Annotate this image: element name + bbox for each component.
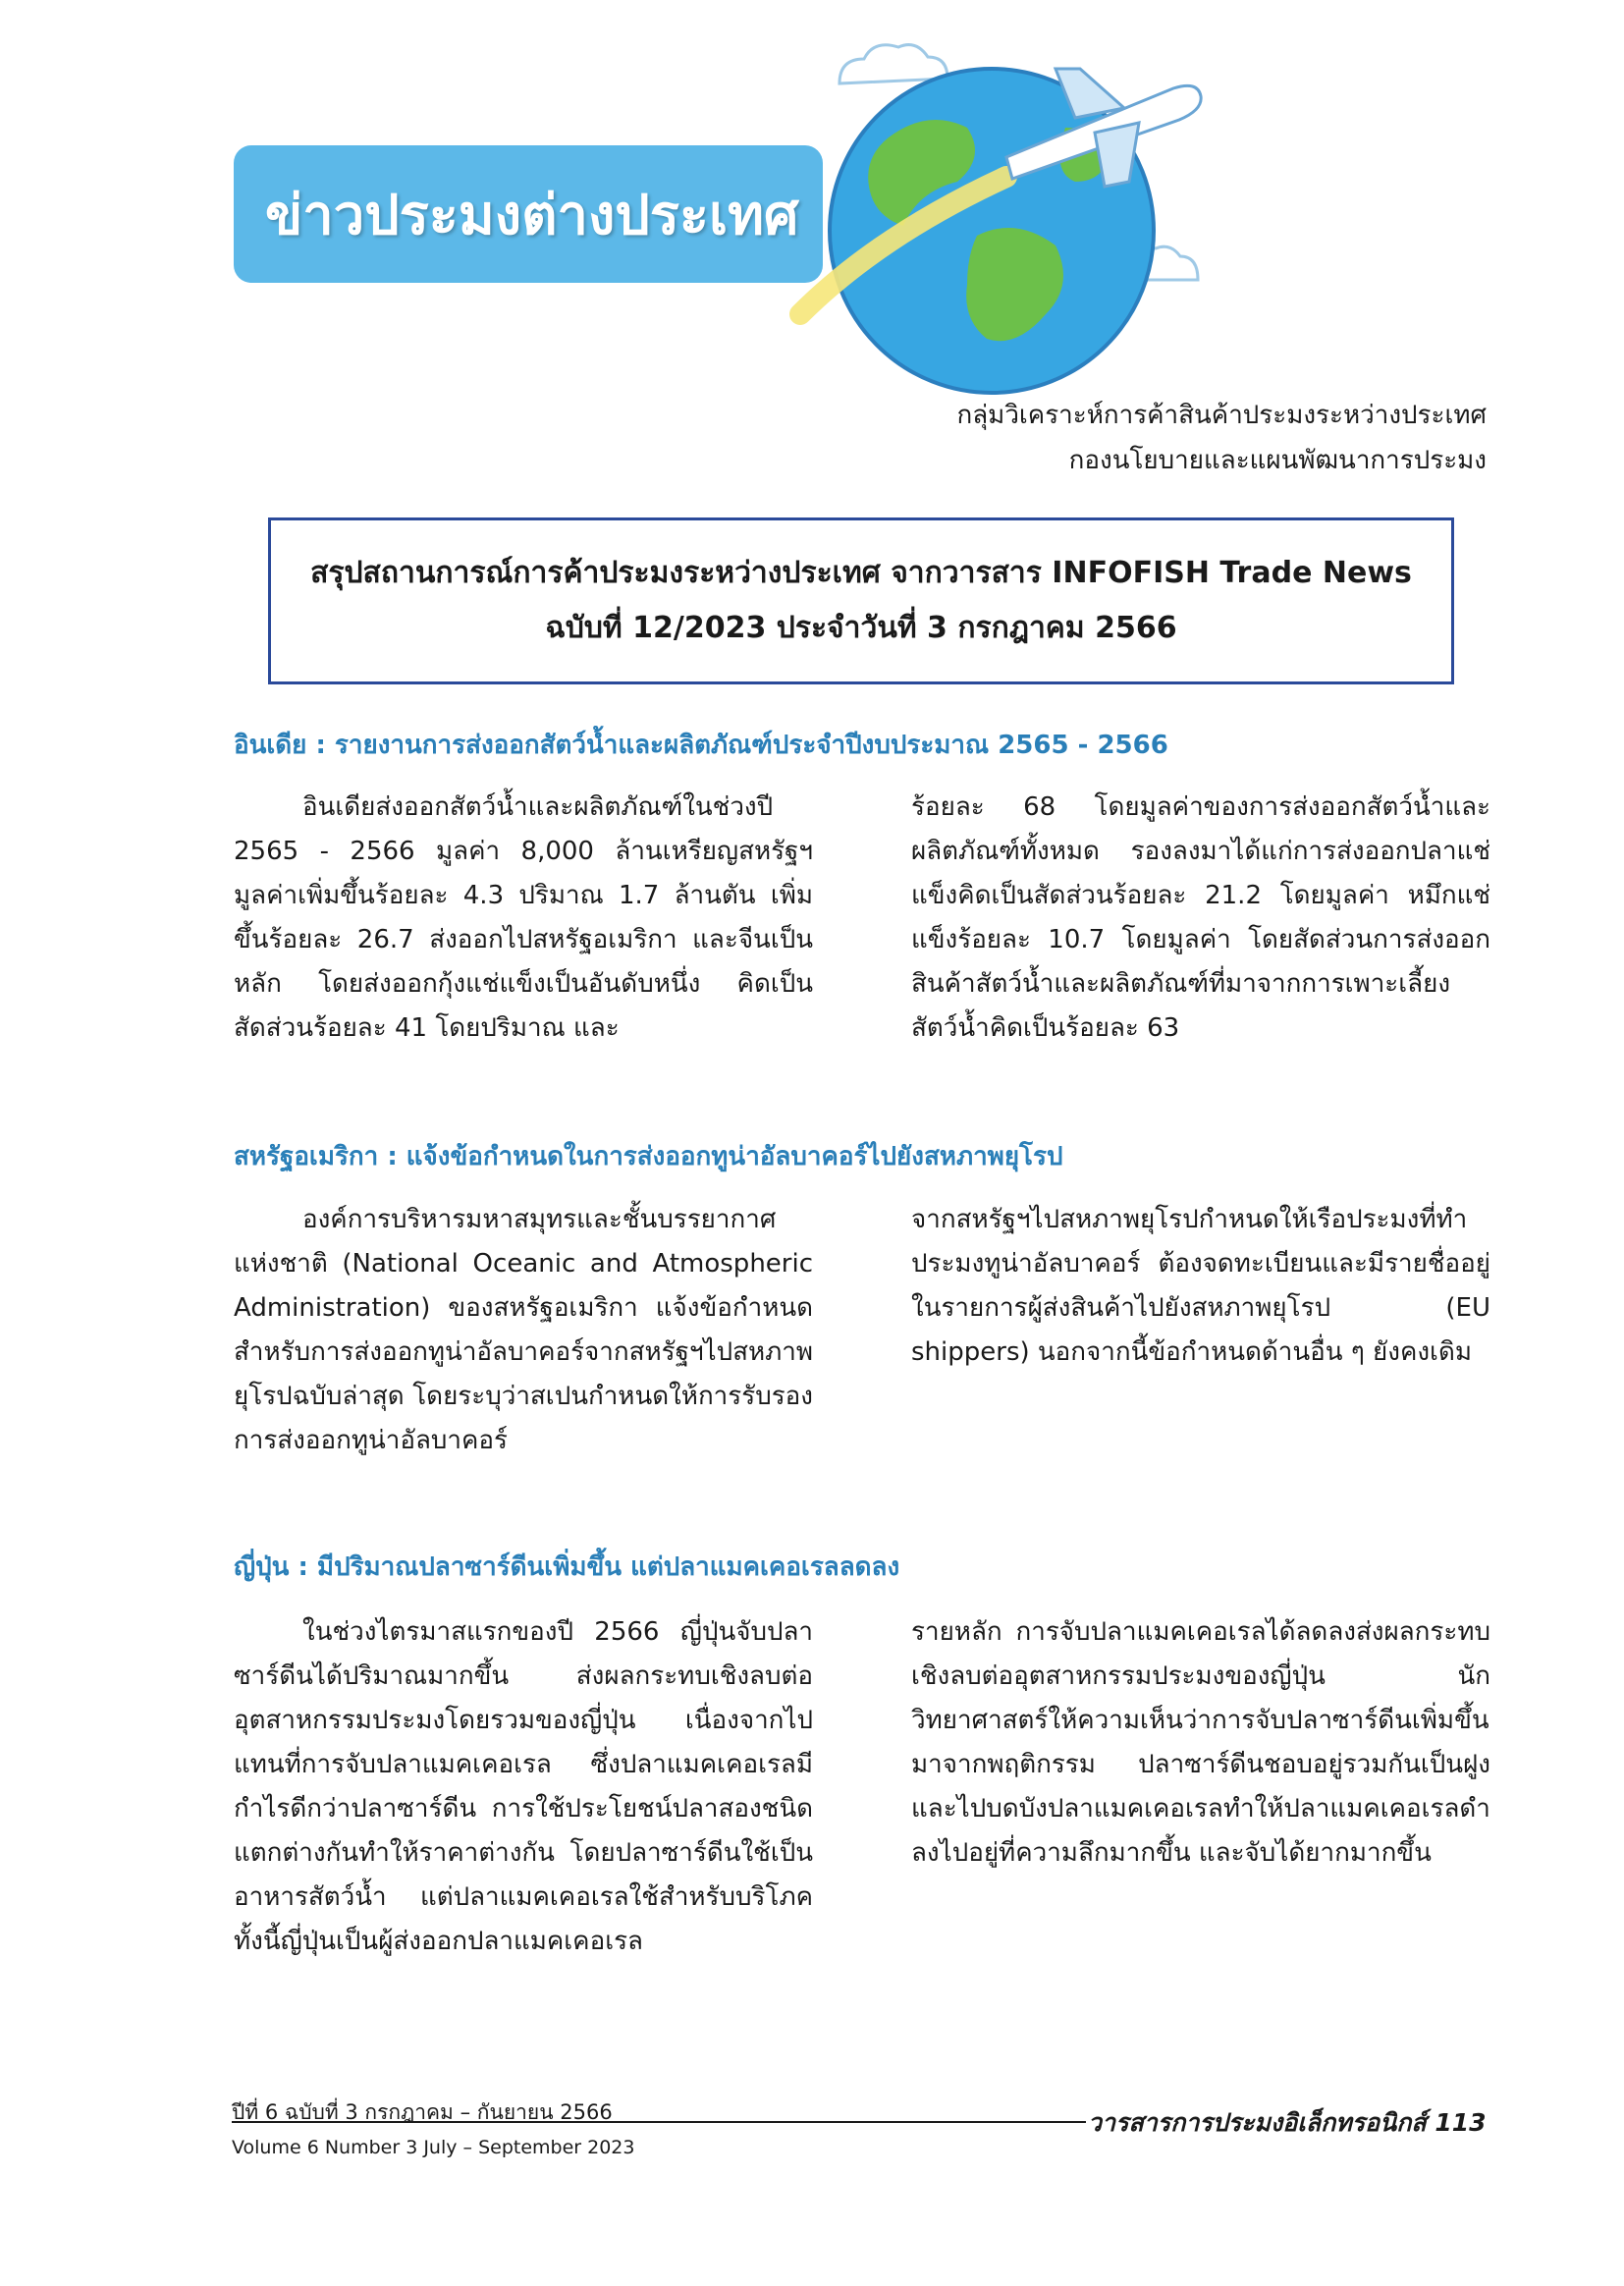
footer-issue-thai: ปีที่ 6 ฉบับที่ 3 กรกฎาคม – กันยายน 2566 (232, 2100, 613, 2124)
section-usa-right (911, 1198, 1490, 1375)
footer-divider (232, 2121, 1086, 2123)
summary-line-2: ฉบับที่ 12/2023 ประจำวันที่ 3 กรกฎาคม 2566 (545, 611, 1177, 645)
footer-journal-page: วารสารการประมงอิเล็กทรอนิกส์ 113 (1088, 2108, 1487, 2137)
paragraph: ร้อยละ 68 โดยมูลค่าของการส่งออกสัตว์น้ำและผลิตภัณฑ์ทั้งหมด รองลงมาได้แก่การส่งออกปลาแช่แข็งคิดเป็นสัดส่วนร้อยละ 21.2 โดยมูลค่า หมึกแช่แข็งร้อยละ 10.7 โดยมูลค่า โดยสัดส่วนการส่งออกสินค้าสัตว์น้ำและผลิตภัณฑ์ที่มาจากการเพาะเลี้ยงสัตว์น้ำคิดเป็นร้อยละ 63 (911, 792, 1490, 1043)
cloud-icon (839, 45, 947, 83)
section-india-right (911, 786, 1490, 1051)
section-usa-left (234, 1198, 813, 1463)
page-title: ข่าวประมงต่างประเทศ (265, 184, 799, 247)
organization-block (957, 393, 1488, 483)
summary-line-1: สรุปสถานการณ์การค้าประมงระหว่างประเทศ จากวารสาร INFOFISH Trade News (310, 556, 1412, 590)
globe-airplane-illustration (781, 20, 1222, 403)
section-heading-usa: สหรัฐอเมริกา : แจ้งข้อกำหนดในการส่งออกทูน่าอัลบาคอร์ไปยังสหภาพยุโรป (234, 1142, 1063, 1171)
section-japan-right (911, 1610, 1490, 1876)
summary-box (268, 517, 1454, 684)
org-line-1: กลุ่มวิเคราะห์การค้าสินค้าประมงระหว่างประเทศ (956, 401, 1487, 430)
section-india-left (234, 786, 813, 1051)
section-heading-japan: ญี่ปุ่น : มีปริมาณปลาซาร์ดีนเพิ่มขึ้น แต่ปลาแมคเคอเรลลดลง (234, 1552, 900, 1582)
section-japan-left (234, 1610, 813, 1964)
footer-issue-english: Volume 6 Number 3 July – September 2023 (232, 2137, 635, 2158)
paragraph: อินเดียส่งออกสัตว์น้ำและผลิตภัณฑ์ในช่วงปี 2565 - 2566 มูลค่า 8,000 ล้านเหรียญสหรัฐฯ มูลค่าเพิ่มขึ้นร้อยละ 4.3 ปริมาณ 1.7 ล้านตัน เพิ่มขึ้นร้อยละ 26.7 ส่งออกไปสหรัฐอเมริกา และจีนเป็นหลัก โดยส่งออกกุ้งแช่แข็งเป็นอันดับหนึ่ง คิดเป็นสัดส่วนร้อยละ 41 โดยปริมาณ และ (234, 792, 813, 1043)
paragraph: ในช่วงไตรมาสแรกของปี 2566 ญี่ปุ่นจับปลาซาร์ดีนได้ปริมาณมากขึ้น ส่งผลกระทบเชิงลบต่ออุตสาหกรรมประมงโดยรวมของญี่ปุ่น เนื่องจากไปแทนที่การจับปลาแมคเคอเรล ซึ่งปลาแมคเคอเรลมีกำไรดีกว่าปลาซาร์ดีน การใช้ประโยชน์ปลาสองชนิดแตกต่างกันทำให้ราคาต่างกัน โดยปลาซาร์ดีนใช้เป็นอาหารสัตว์น้ำ แต่ปลาแมคเคอเรลใช้สำหรับบริโภค ทั้งนี้ญี่ปุ่นเป็นผู้ส่งออกปลาแมคเคอเรล (234, 1617, 813, 1956)
paragraph: องค์การบริหารมหาสมุทรและชั้นบรรยากาศแห่งชาติ (National Oceanic and Atmospheric Administration) ของสหรัฐอเมริกา แจ้งข้อกำหนดสำหรับการส่งออกทูน่าอัลบาคอร์จากสหรัฐฯไปสหภาพยุโรปฉบับล่าสุด โดยระบุว่าสเปนกำหนดให้การรับรองการส่งออกทูน่าอัลบาคอร์ (234, 1205, 814, 1455)
paragraph: รายหลัก การจับปลาแมคเคอเรลได้ลดลงส่งผลกระทบเชิงลบต่ออุตสาหกรรมประมงของญี่ปุ่น นักวิทยาศาสตร์ให้ความเห็นว่าการจับปลาซาร์ดีนเพิ่มขึ้นมาจากพฤติกรรม ปลาซาร์ดีนชอบอยู่รวมกันเป็นฝูง และไปบดบังปลาแมคเคอเรลทำให้ปลาแมคเคอเรลดำลงไปอยู่ที่ความลึกมากขึ้น และจับได้ยากมากขึ้น (911, 1617, 1490, 1868)
paragraph: จากสหรัฐฯไปสหภาพยุโรปกำหนดให้เรือประมงที่ทำประมงทูน่าอัลบาคอร์ ต้องจดทะเบียนและมีรายชื่ออยู่ในรายการผู้ส่งสินค้าไปยังสหภาพยุโรป (EU shippers) นอกจากนี้ข้อกำหนดด้านอื่น ๆ ยังคงเดิม (911, 1205, 1490, 1367)
section-heading-india: อินเดีย : รายงานการส่งออกสัตว์น้ำและผลิตภัณฑ์ประจำปีงบประมาณ 2565 - 2566 (234, 731, 1168, 760)
org-line-2: กองนโยบายและแผนพัฒนาการประมง (1068, 446, 1487, 475)
